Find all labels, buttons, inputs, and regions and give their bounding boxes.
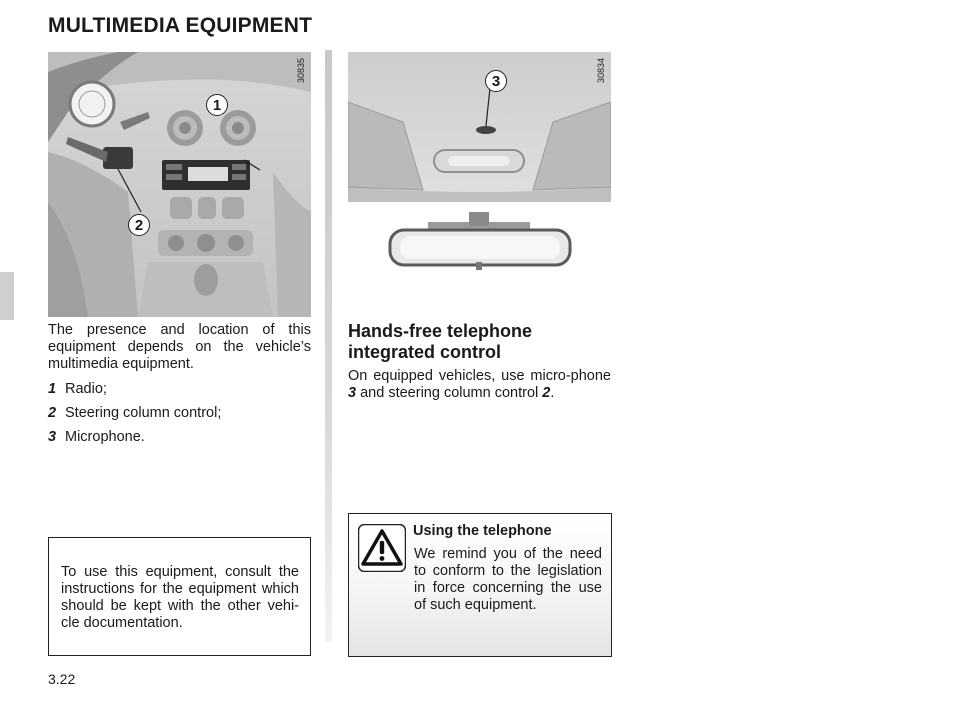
callout-2: 2	[128, 214, 150, 236]
steering-control-ref: 2	[542, 385, 551, 401]
warning-box	[348, 513, 612, 657]
legend-number: 1	[48, 381, 57, 397]
column-divider	[325, 50, 332, 642]
section-text-part: and steering column control	[356, 385, 543, 401]
ceiling-photo	[348, 52, 611, 317]
legend-list	[48, 381, 311, 453]
section-paragraph	[348, 368, 611, 402]
legend-number: 3	[48, 429, 57, 445]
warning-title: Using the telephone	[413, 523, 552, 539]
legend-label: Microphone.	[65, 429, 145, 445]
legend-number: 2	[48, 405, 57, 421]
figure-ref-code: 30835	[296, 58, 306, 84]
legend-item	[48, 381, 311, 398]
callout-1: 1	[206, 94, 228, 116]
figure-ref-code: 30834	[596, 58, 606, 84]
page-title: MULTIMEDIA EQUIPMENT	[48, 14, 313, 37]
legend-label: Radio;	[65, 381, 107, 397]
section-heading-line2: integrated control	[348, 342, 502, 362]
section-heading-line1: Hands-free telephone	[348, 321, 533, 341]
section-heading	[348, 321, 611, 363]
page-number: 3.22	[48, 671, 76, 687]
microphone-ref: 3	[348, 385, 357, 401]
chapter-side-tab	[0, 272, 14, 320]
dashboard-photo	[48, 52, 311, 317]
note-box	[48, 537, 311, 656]
legend-item	[48, 405, 311, 422]
legend-item	[48, 429, 311, 446]
warning-text: We remind you of the need to conform to the legislation in force concerning the use of such equipment.	[414, 546, 602, 613]
callout-3: 3	[485, 70, 507, 92]
section-text-part: .	[550, 385, 555, 401]
intro-paragraph: The presence and location of this equipment depends on the vehicle’s multimedia equipment.	[48, 322, 311, 372]
section-text-part: On equipped vehicles, use micro-phone	[348, 368, 611, 384]
note-text: To use this equipment, consult the instructions for the equipment which should be kept with the other vehi-cle documentation.	[61, 564, 299, 631]
legend-label: Steering column control;	[65, 405, 222, 421]
